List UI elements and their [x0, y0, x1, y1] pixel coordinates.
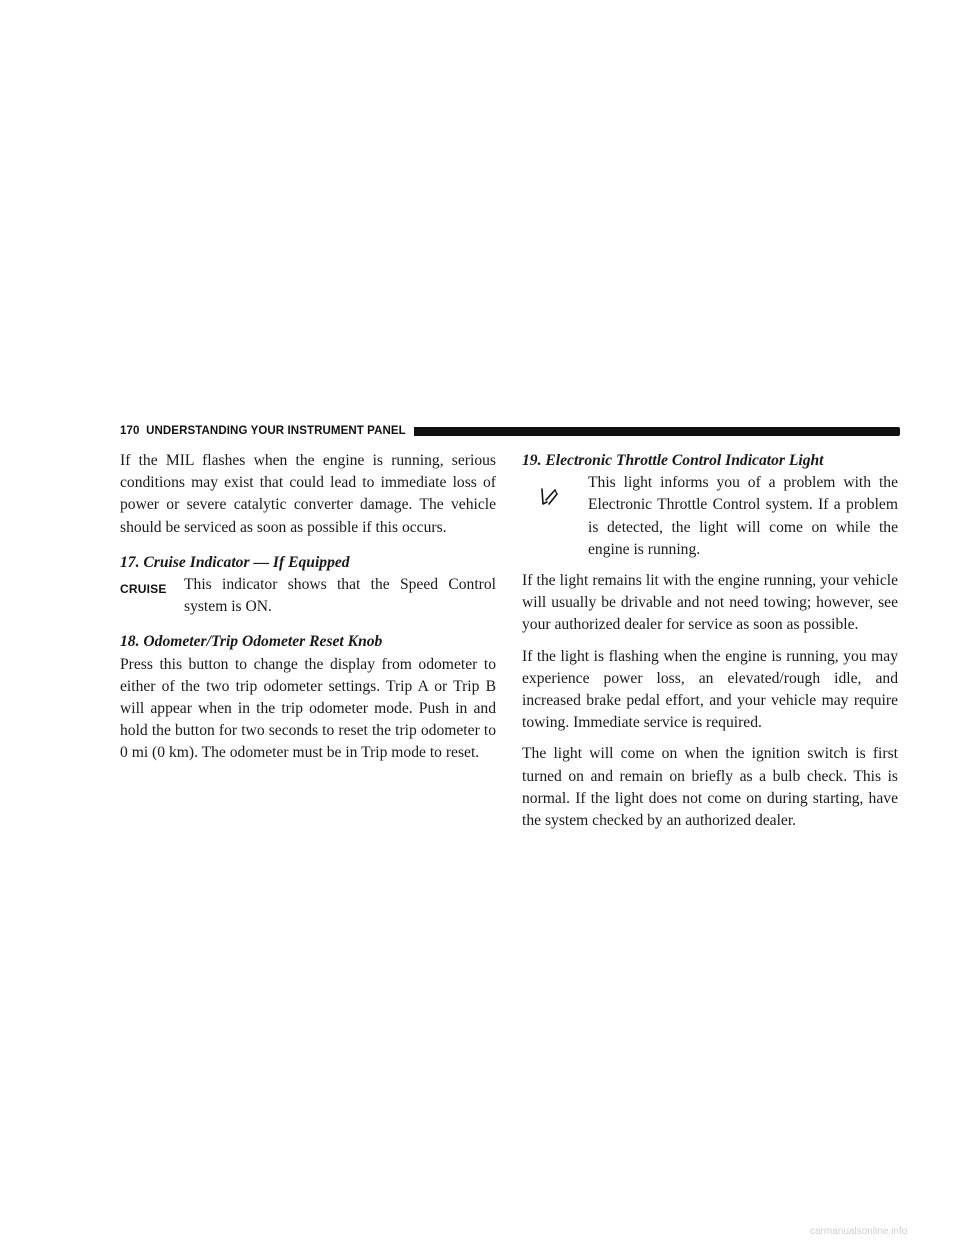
page-number: 170 — [120, 425, 140, 437]
electronic-throttle-control-icon — [538, 486, 560, 508]
page-header — [120, 424, 900, 438]
odometer-heading: 18. Odometer/Trip Odometer Reset Knob — [120, 633, 383, 651]
bulb-check-paragraph: The light will come on when the ignition switch is first turned on and remain on briefly as a bulb check. This is normal. If the light does not come on during starting, have the system checked by an authorized dealer. — [522, 745, 898, 830]
cruise-section — [120, 574, 496, 618]
cruise-indicator-icon: CRUISE — [120, 582, 167, 597]
mil-paragraph: If the MIL flashes when the engine is running, serious conditions may exist that could lead to immediate loss of power or severe catalytic converter damage. The vehicle should be serviced as soon as possible if this occurs. — [120, 452, 496, 536]
page-header-text — [120, 425, 414, 437]
etc-text: This light informs you of a problem with the Electronic Throttle Control system. If a problem is detected, the light will come on while the engine is running. — [588, 474, 898, 558]
etc-continued-text: If the light remains lit with the engine running, your vehicle will usually be drivable and not need towing; however, see your authorized dealer for service as soon as possible. — [522, 572, 898, 634]
left-column — [120, 450, 496, 774]
cruise-text: This indicator shows that the Speed Control system is ON. — [184, 576, 496, 616]
etc-section — [522, 472, 898, 561]
section-title: UNDERSTANDING YOUR INSTRUMENT PANEL — [146, 425, 406, 437]
etc-heading: 19. Electronic Throttle Control Indicator Light — [522, 452, 824, 469]
odometer-text: Press this button to change the display from odometer to either of the two trip odometer settings. Trip A or Trip B will appear when in the trip odometer mode. Push in and hold the button for two seconds to reset the trip odometer to 0 mi (0 km). The odometer must be in Trip mode to reset. — [120, 655, 496, 762]
header-rule — [414, 427, 900, 436]
watermark: carmanualsonline.info — [810, 1226, 908, 1237]
cruise-heading: 17. Cruise Indicator — If Equipped — [120, 553, 350, 571]
flashing-paragraph: If the light is flashing when the engine is running, you may experience power loss, an elevated/rough idle, and increased brake pedal effort, and your vehicle may require towing. Immediate service is required. — [522, 647, 898, 732]
right-column — [522, 450, 898, 841]
